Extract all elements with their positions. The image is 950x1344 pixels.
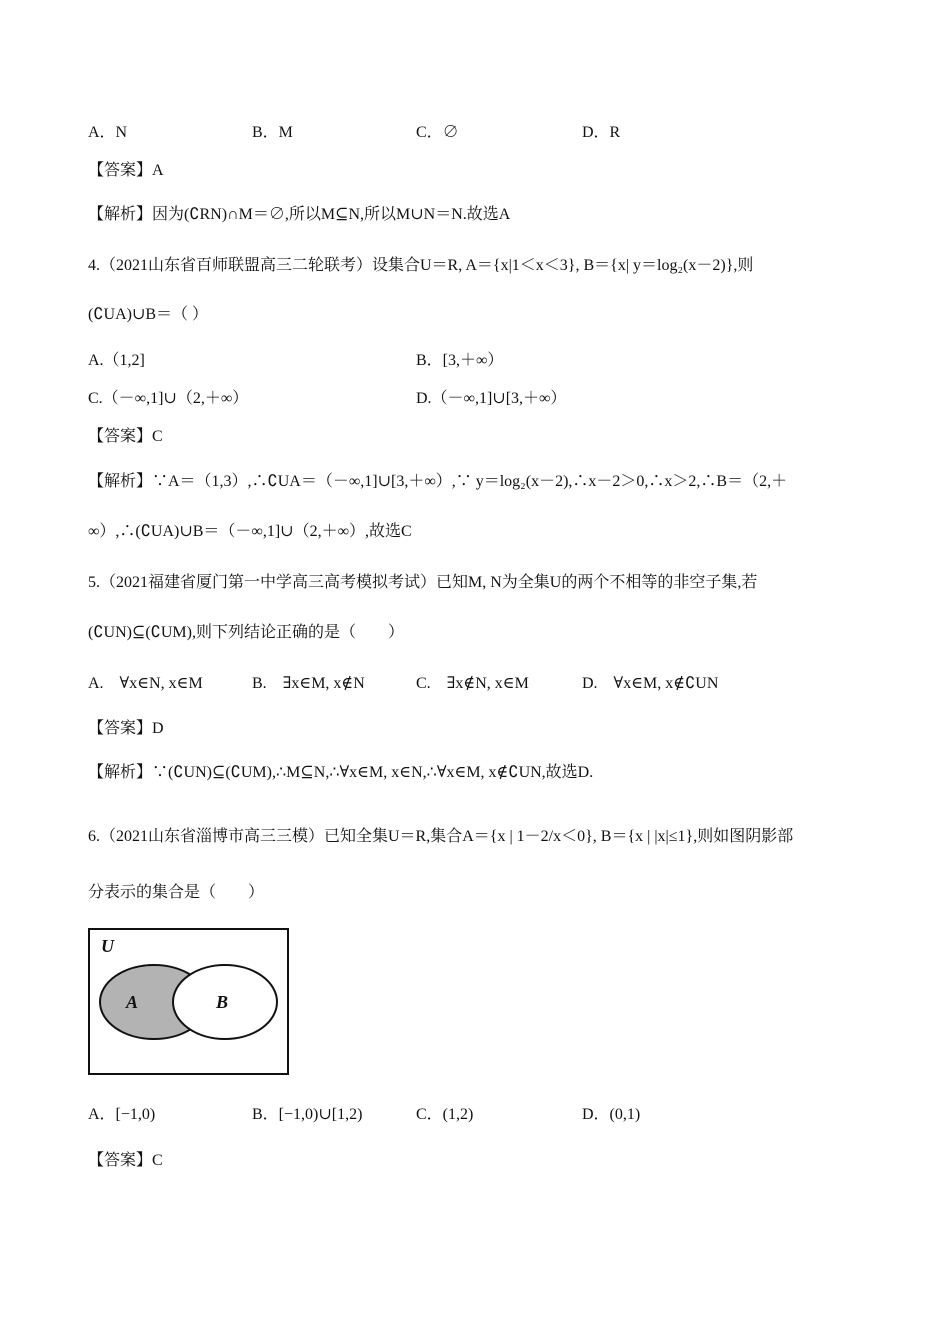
q5-option-d: D. ∀x∈M, x∉∁UN (582, 675, 719, 692)
q5-analysis: 【解析】∵(∁UN)⊆(∁UM),∴M⊆N,∴∀x∈M, x∈N,∴∀x∈M, x∉∁UN,故选D. (88, 764, 594, 781)
q5-option-a: A. ∀x∈N, x∈M (88, 675, 203, 692)
venn-label-u: U (101, 936, 114, 956)
q6-option-c: C．(1,2) (416, 1106, 474, 1123)
q5-option-c: C. ∃x∉N, x∈M (416, 675, 529, 692)
venn-label-a: A (126, 992, 139, 1012)
q4-answer: 【答案】C (88, 428, 163, 445)
q5-answer: 【答案】D (88, 720, 164, 737)
q5-stem-line1: 5.（2021福建省厦门第一中学高三高考模拟考试）已知M, N为全集U的两个不相等的非空子集,若 (88, 574, 758, 591)
q5-stem-line2: (∁UN)⊆(∁UM),则下列结论正确的是（ ） (88, 624, 404, 641)
q5-option-b: B. ∃x∈M, x∉N (252, 675, 365, 692)
q4-option-d: D.（－∞,1]∪[3,＋∞） (416, 390, 567, 407)
q4-stem-line1: 4.（2021山东省百师联盟高三二轮联考）设集合U＝R, A＝{x|1＜x＜3}, B＝{x| y＝log₂(x－2)},则 (88, 257, 754, 274)
q4-analysis-line1: 【解析】∵A＝（1,3）,∴∁UA＝（－∞,1]∪[3,＋∞）,∵ y＝log₂(x－2),∴x－2＞0,∴x＞2,∴B＝（2,＋ (88, 473, 788, 490)
q3-option-c: C．∅ (416, 124, 459, 141)
q3-option-b: B．M (252, 124, 293, 141)
q3-option-d: D．R (582, 124, 621, 141)
q4-option-b: B．[3,＋∞） (416, 352, 504, 369)
q6-stem-line2: 分表示的集合是（ ） (88, 884, 265, 901)
q6-stem-line1: 6.（2021山东省淄博市高三三模）已知全集U＝R,集合A＝{x | 1－2/x＜0}, B＝{x | |x|≤1},则如图阴影部 (88, 828, 794, 845)
q3-answer: 【答案】A (88, 162, 164, 179)
q4-stem-line2: (∁UA)∪B＝（ ） (88, 306, 209, 323)
q4-option-c: C.（－∞,1]∪（2,＋∞） (88, 390, 249, 407)
q6-option-a: A．[−1,0) (88, 1106, 156, 1123)
venn-label-b: B (216, 992, 229, 1012)
q4-analysis-line2: ∞）,∴(∁UA)∪B＝（－∞,1]∪（2,＋∞）,故选C (88, 523, 412, 540)
q6-option-d: D．(0,1) (582, 1106, 641, 1123)
q3-option-a: A．N (88, 124, 128, 141)
venn-diagram (88, 928, 289, 1075)
q4-option-a: A.（1,2] (88, 352, 145, 369)
q3-analysis: 【解析】因为(∁RN)∩M＝∅,所以M⊆N,所以M∪N＝N.故选A (88, 206, 511, 223)
q6-option-b: B．[−1,0)∪[1,2) (252, 1106, 363, 1123)
q6-answer: 【答案】C (88, 1152, 163, 1169)
